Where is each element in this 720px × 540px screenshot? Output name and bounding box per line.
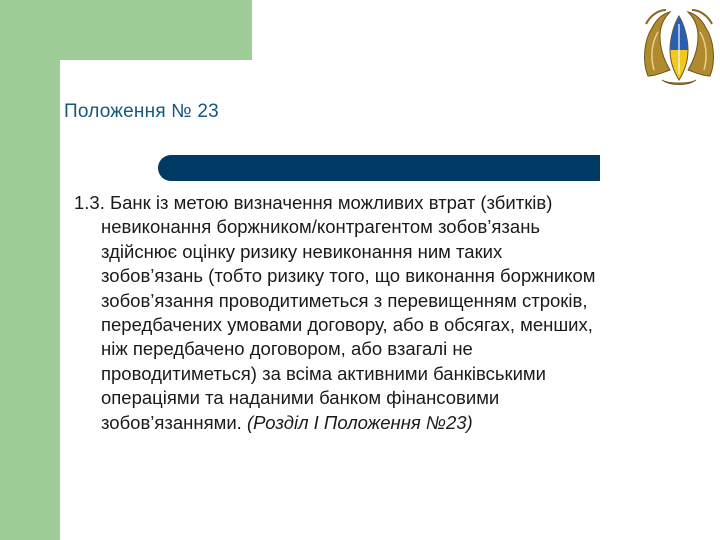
left-green-band (0, 0, 60, 540)
regulation-citation: (Розділ І Положення №23) (246, 411, 473, 433)
paragraph-line: передбачених умовами договору, або в обсягах, менших, (101, 314, 593, 336)
paragraph-line: зобов’язання проводитиметься з перевищенням строків, (101, 289, 588, 311)
nbu-emblem-icon (640, 4, 718, 88)
paragraph-line: зобов’язань (тобто ризику того, що виконання боржником (101, 265, 596, 287)
paragraph-last-text: зобов’язаннями. (101, 411, 242, 433)
paragraph-line: 1.3. Банк із метою визначення можливих втрат (збитків) (74, 192, 553, 213)
title-divider-bar (158, 155, 600, 181)
paragraph-line: операціями та наданими банком фінансовими (101, 387, 500, 409)
content-corner (60, 60, 140, 140)
slide-title: Положення № 23 (64, 101, 219, 122)
paragraph-line: невиконання боржником/контрагентом зобов’язань (101, 216, 541, 238)
paragraph-line: ніж передбачено договором, або взагалі не (101, 338, 473, 360)
body-paragraph (74, 191, 694, 435)
paragraph-line: проводитиметься) за всіма активними банківськими (101, 362, 546, 384)
top-green-block (0, 0, 252, 60)
paragraph-last-line (74, 411, 694, 435)
paragraph-line: здійснює оцінку ризику невиконання ним таких (101, 240, 503, 262)
